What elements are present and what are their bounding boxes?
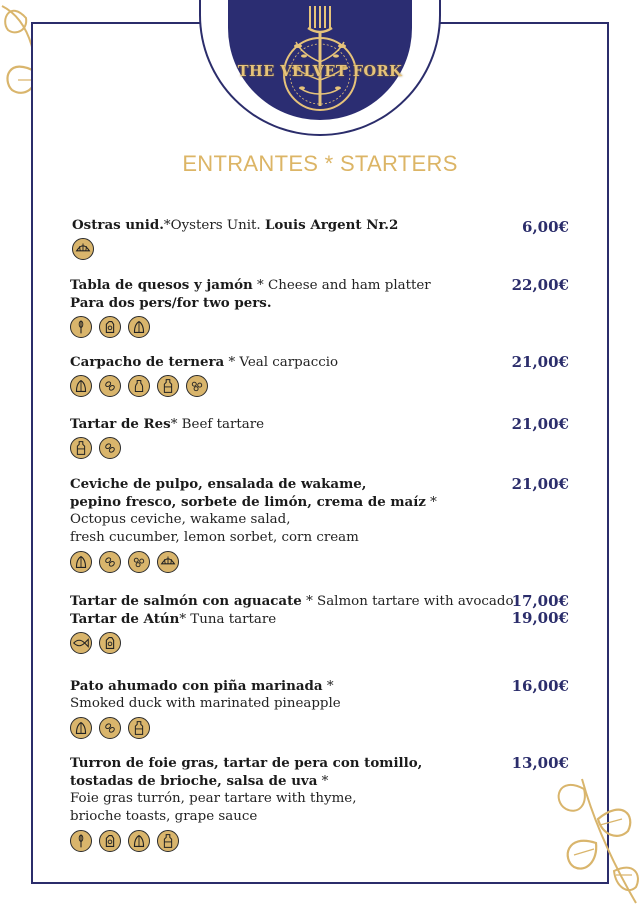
price: 16,00€: [511, 677, 569, 695]
mollusc-icon: [72, 238, 94, 260]
allergen-icons: [72, 238, 94, 260]
sulphite-icon: [128, 316, 150, 338]
milk-icon: [99, 830, 121, 852]
dish-description: Octopus ceviche, wakame salad,: [70, 512, 291, 527]
price-secondary: 19,00€: [511, 609, 569, 627]
sulphite-icon: [70, 375, 92, 397]
dish-line: [70, 294, 272, 313]
price: 21,00€: [511, 415, 569, 433]
dish-description: *: [322, 679, 334, 694]
mustard-icon: [157, 830, 179, 852]
dish-name-bold: Ostras unid.: [72, 217, 164, 233]
sulphite-icon: [70, 717, 92, 739]
dish-name-bold: Tartar de salmón con aguacate: [70, 593, 302, 609]
dish-line: [70, 772, 328, 791]
allergen-icons: [70, 375, 208, 397]
dish-line: [70, 415, 264, 434]
price: 6,00€: [522, 218, 569, 236]
dish-line: [70, 592, 514, 611]
brand-name: THE VELVET FORK: [237, 63, 403, 80]
dish-name-bold: Carpacho de ternera: [70, 354, 225, 370]
allergen-icons: [70, 437, 121, 459]
dish-name-bold: Tartar de Res: [70, 416, 171, 432]
dish-description: * Veal carpaccio: [224, 355, 339, 370]
dish-line: [70, 353, 338, 372]
dish-line: [70, 475, 366, 494]
dish-line: [72, 216, 398, 235]
nuts-icon: [99, 437, 121, 459]
dish-name-bold: Pato ahumado con piña marinada: [70, 678, 323, 694]
dish-line: [70, 754, 422, 773]
section-title: ENTRANTES * STARTERS: [182, 151, 458, 176]
dish-name-bold: tostadas de brioche, salsa de uva: [70, 773, 318, 789]
soy-icon: [186, 375, 208, 397]
dish-name-bold: Tartar de Atún: [70, 611, 180, 627]
dish-name-bold: Turron de foie gras, tartar de pera con tomillo,: [70, 755, 423, 771]
dish-name-bold: Ceviche de pulpo, ensalada de wakame,: [70, 476, 367, 492]
allergen-icons: [70, 830, 179, 852]
dish-line: [70, 790, 356, 808]
dish-description: fresh cucumber, lemon sorbet, corn cream: [70, 530, 359, 545]
dish-line: [70, 276, 431, 295]
price: 21,00€: [511, 475, 569, 493]
fish-icon: [70, 632, 92, 654]
gluten-icon: [70, 830, 92, 852]
allergen-icons: [70, 551, 179, 573]
allergen-icons: [70, 316, 150, 338]
allergen-icons: [70, 632, 121, 654]
nuts-icon: [99, 551, 121, 573]
allergen-icons: [70, 717, 150, 739]
mustard-icon: [128, 717, 150, 739]
dish-line: [70, 511, 290, 529]
dish-line: [70, 808, 257, 826]
dish-description: *Oysters Unit.: [163, 218, 265, 233]
price: 17,00€: [511, 592, 569, 610]
fork-tree-emblem-icon: [258, 2, 382, 114]
price: 13,00€: [511, 754, 569, 772]
price: 21,00€: [511, 353, 569, 371]
dish-name-bold: Para dos pers/for two pers.: [70, 295, 272, 311]
price: 22,00€: [511, 276, 569, 294]
dish-description: * Tuna tartare: [179, 612, 277, 627]
milk-icon: [99, 632, 121, 654]
dish-description: * Salmon tartare with avocado: [301, 594, 514, 609]
sulphite-icon: [128, 830, 150, 852]
dish-description: *: [317, 774, 329, 789]
dish-line: [70, 695, 341, 713]
dish-line: [70, 610, 276, 629]
mustard-icon: [70, 437, 92, 459]
dish-name-bold: pepino fresco, sorbete de limón, crema de maíz: [70, 494, 426, 510]
dish-name-bold: Tabla de quesos y jamón: [70, 277, 253, 293]
soy-icon: [128, 551, 150, 573]
mollusc-icon: [157, 551, 179, 573]
dish-line: [70, 493, 437, 512]
egg-bottle-icon: [128, 375, 150, 397]
dish-line: [70, 677, 334, 696]
dish-brand-bold: Louis Argent Nr.2: [264, 217, 399, 233]
mustard-icon: [157, 375, 179, 397]
dish-description: * Cheese and ham platter: [252, 278, 431, 293]
dish-description: Smoked duck with marinated pineapple: [70, 696, 341, 711]
dish-line: [70, 529, 359, 547]
dish-description: brioche toasts, grape sauce: [70, 809, 258, 824]
dish-description: Foie gras turrón, pear tartare with thyme,: [70, 791, 357, 806]
dish-description: * Beef tartare: [170, 417, 265, 432]
nuts-icon: [99, 717, 121, 739]
leaf-decoration-bottom-right-icon: [552, 775, 640, 905]
gluten-icon: [70, 316, 92, 338]
milk-icon: [99, 316, 121, 338]
nuts-icon: [99, 375, 121, 397]
sulphite-icon: [70, 551, 92, 573]
dish-description: *: [425, 495, 437, 510]
